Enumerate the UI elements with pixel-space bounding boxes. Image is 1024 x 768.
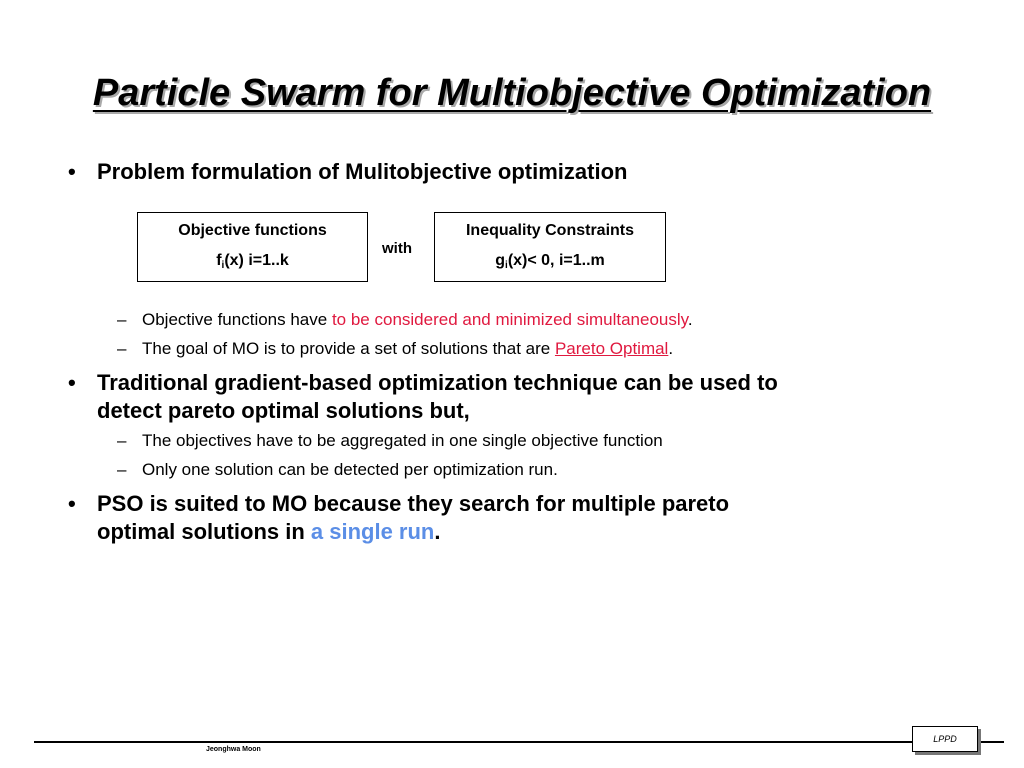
highlight-text: a single run bbox=[310, 519, 435, 544]
objective-functions-heading: Objective functions bbox=[178, 222, 327, 239]
bullet-marker: • bbox=[68, 491, 76, 516]
highlight-text: to be considered and minimized simultaneously bbox=[331, 310, 688, 329]
lab-logo-box: LPPD bbox=[912, 726, 978, 752]
inequality-constraints-heading: Inequality Constraints bbox=[465, 222, 635, 239]
with-connector: with bbox=[382, 240, 412, 257]
inequality-constraints-formula bbox=[435, 246, 665, 276]
bullet-marker: • bbox=[68, 159, 76, 184]
sub-bullet-text: The objectives have to be aggregated in one single objective function bbox=[142, 431, 663, 450]
dash-marker: – bbox=[117, 339, 127, 358]
objective-functions-box bbox=[137, 212, 368, 282]
formula-subscript: i bbox=[221, 260, 225, 271]
bullet-marker: • bbox=[68, 370, 76, 395]
formula-function: f bbox=[216, 252, 222, 269]
sub-bullet-text: Objective functions have to be considered and minimized simultaneously. bbox=[142, 310, 693, 329]
dash-marker: – bbox=[117, 310, 127, 329]
formula-function: g bbox=[495, 252, 506, 269]
dash-marker: – bbox=[117, 460, 127, 479]
formula-rest: (x)< 0, i=1..m bbox=[507, 252, 605, 269]
bullet-text-line1: Traditional gradient-based optimization technique can be used to bbox=[97, 370, 778, 395]
sub-bullet-text: Only one solution can be detected per optimization run. bbox=[142, 460, 558, 479]
bullet-text-line2: detect pareto optimal solutions but, bbox=[97, 398, 470, 423]
footer-author: Jeonghwa Moon bbox=[206, 746, 261, 753]
bullet-text-line1: PSO is suited to MO because they search for multiple pareto bbox=[97, 491, 730, 516]
inequality-constraints-box bbox=[434, 212, 666, 282]
objective-functions-formula bbox=[138, 246, 367, 276]
dash-marker: – bbox=[117, 431, 127, 450]
footer-rule bbox=[34, 741, 1004, 743]
slide-title: Particle Swarm for Multiobjective Optimization bbox=[92, 72, 932, 114]
pareto-optimal-link[interactable]: Pareto Optimal bbox=[554, 339, 669, 358]
bullet-text-line2: optimal solutions in a single run. bbox=[97, 519, 441, 544]
formula-subscript: i bbox=[505, 260, 508, 271]
sub-bullet-text: The goal of MO is to provide a set of solutions that are Pareto Optimal. bbox=[142, 339, 674, 358]
formula-rest: (x) i=1..k bbox=[224, 252, 289, 269]
bullet-text: Problem formulation of Mulitobjective optimization bbox=[97, 159, 628, 184]
